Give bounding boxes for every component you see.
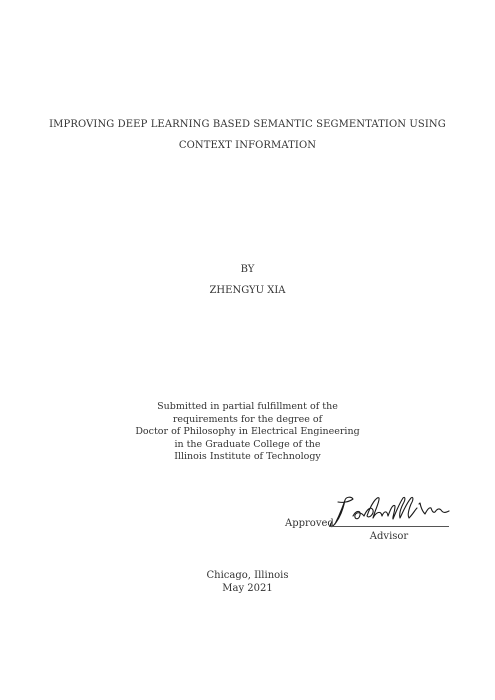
approval-block <box>285 494 455 554</box>
submission-statement <box>0 401 495 464</box>
city-location: Chicago, Illinois <box>206 570 289 581</box>
thesis-title <box>0 114 495 156</box>
by-label: BY <box>240 264 255 275</box>
advisor-signature <box>329 494 451 528</box>
submission-line-2: requirements for the degree of <box>172 413 323 425</box>
thesis-title-line-2: CONTEXT INFORMATION <box>178 140 317 151</box>
thesis-title-line-1: IMPROVING DEEP LEARNING BASED SEMANTIC SEGMENTATION USING <box>49 119 446 130</box>
advisor-label: Advisor <box>369 531 409 542</box>
submission-line-4: in the Graduate College of the <box>174 438 321 450</box>
submission-line-3: Doctor of Philosophy in Electrical Engineering <box>135 426 360 437</box>
author-name: ZHENGYU XIA <box>209 285 286 296</box>
approved-label: Approved <box>285 518 334 529</box>
place-and-date <box>0 569 495 595</box>
submission-line-1: Submitted in partial fulfillment of the <box>157 401 338 412</box>
submission-line-5: Illinois Institute of Technology <box>174 451 321 462</box>
signature-line <box>329 526 449 527</box>
submission-date: May 2021 <box>222 583 273 594</box>
